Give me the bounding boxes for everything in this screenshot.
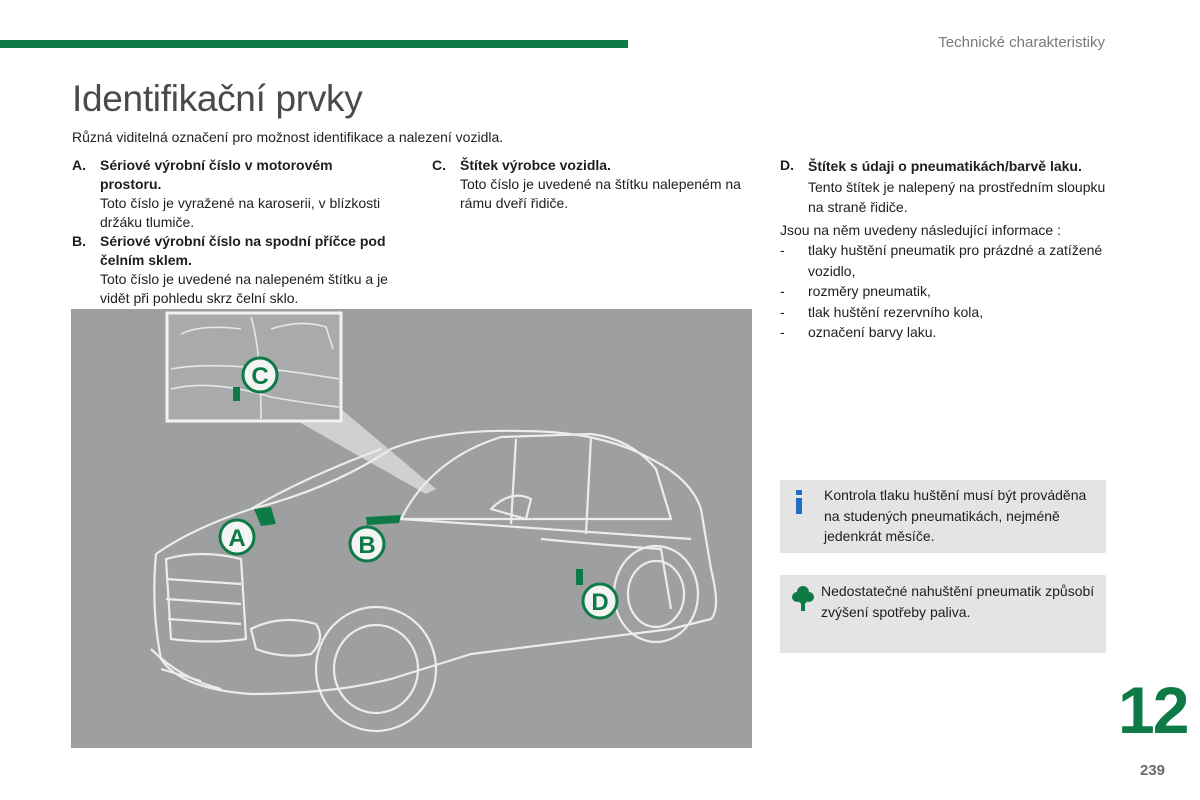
list-item: - rozměry pneumatik,	[780, 283, 931, 299]
info-note-text: Kontrola tlaku huštění musí být prováděna na studených pneumatikách, nejméně jedenkrát měsíče.	[824, 487, 1087, 544]
svg-text:C: C	[251, 363, 269, 390]
tree-icon	[792, 585, 814, 611]
page-title: Identifikační prvky	[72, 78, 363, 119]
item-b-letter: B.	[72, 233, 86, 249]
car-illustration	[71, 309, 752, 748]
item-d-text: Tento štítek je nalepený na prostředním sloupku na straně řidiče.	[808, 178, 1106, 215]
info-note	[780, 480, 1106, 553]
callout-c	[243, 358, 277, 392]
callout-a	[220, 520, 254, 554]
item-b-heading: Sériové výrobní číslo na spodní příčce pod čelním sklem.	[100, 233, 386, 268]
eco-note-text: Nedostatečné nahuštění pneumatik způsobí zvýšení spotřeby paliva.	[821, 583, 1095, 620]
item-d-letter: D.	[780, 157, 794, 173]
item-c	[432, 156, 762, 213]
header-accent-bar	[0, 40, 628, 48]
item-c-letter: C.	[432, 157, 446, 173]
callout-d	[583, 584, 617, 618]
item-d-list	[780, 240, 1110, 343]
info-icon	[792, 490, 806, 514]
page-number: 239	[1140, 762, 1166, 779]
svg-text:A: A	[228, 525, 246, 552]
list-item: - označení barvy laku.	[780, 324, 937, 340]
intro-text: Různá viditelná označení pro možnost identifikace a nalezení vozidla.	[72, 129, 504, 145]
column-right	[780, 156, 1110, 343]
chapter-number: 12	[1118, 673, 1188, 747]
callout-b	[350, 527, 384, 561]
item-b-text: Toto číslo je uvedené na nalepeném štítku a je vidět při pohledu skrz čelní sklo.	[100, 271, 388, 306]
item-a-heading: Sériové výrobní číslo v motorovém prostoru.	[100, 157, 333, 192]
item-b	[72, 232, 397, 308]
item-c-heading: Štítek výrobce vozidla.	[460, 157, 611, 173]
item-d-heading: Štítek s údaji o pneumatikách/barvě laku.	[808, 158, 1082, 174]
svg-text:B: B	[358, 532, 376, 559]
column-left	[72, 156, 397, 308]
item-a	[72, 156, 397, 232]
svg-text:D: D	[591, 589, 609, 616]
item-c-text: Toto číslo je uvedené na štítku nalepeném na rámu dveří řidiče.	[460, 176, 741, 211]
item-d	[780, 156, 1110, 218]
section-title: Technické charakteristiky	[938, 34, 1105, 51]
car-diagram-icon	[71, 309, 752, 748]
column-middle	[432, 156, 762, 213]
item-a-text: Toto číslo je vyražené na karoserii, v blízkosti držáku tlumiče.	[100, 195, 381, 230]
list-item: - tlaky huštění pneumatik pro prázdné a zatížené vozidlo,	[780, 242, 1103, 279]
list-item: - tlak huštění rezervního kola,	[780, 303, 984, 320]
eco-note	[780, 575, 1106, 653]
item-a-letter: A.	[72, 157, 86, 173]
item-d-list-intro: Jsou na něm uvedeny následující informace :	[780, 221, 1061, 238]
